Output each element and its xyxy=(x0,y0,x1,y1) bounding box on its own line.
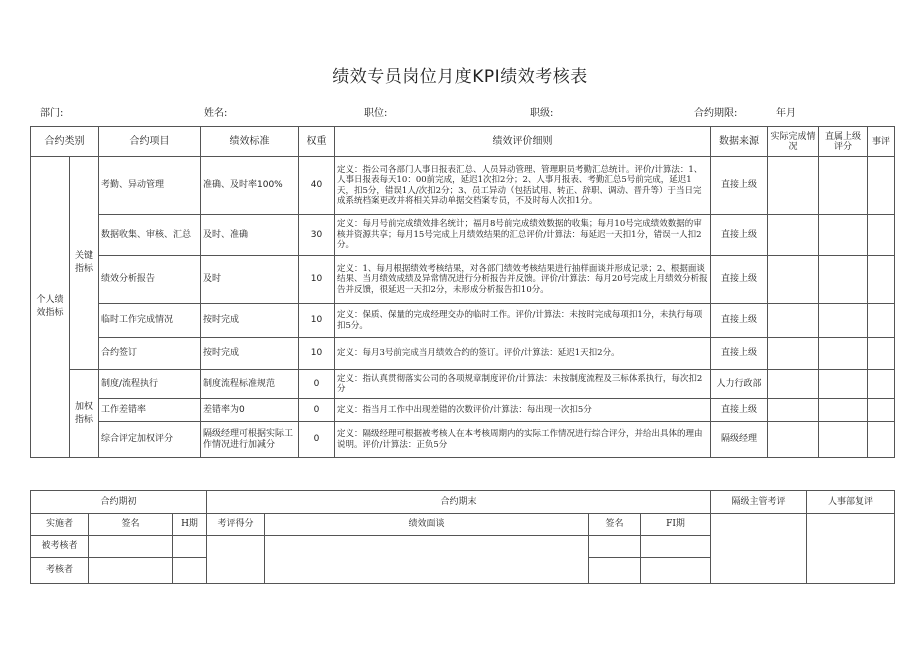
sign-start-header: 合约期初 xyxy=(31,491,207,514)
row-weight: 10 xyxy=(299,338,335,370)
period-value: 年月 xyxy=(776,108,796,119)
row-source: 隔级经理 xyxy=(711,422,768,458)
row-item: 临时工作完成情况 xyxy=(99,304,201,338)
row-source: 直接上级 xyxy=(711,399,768,422)
assessor-date-cell[interactable] xyxy=(173,558,207,584)
row-detail: 定义：指当月工作中出现差错的次数评价/计算法：每出现一次扣5分 xyxy=(335,399,711,422)
assessee-label: 被考核者 xyxy=(31,536,89,558)
row-source: 直接上级 xyxy=(711,338,768,370)
row-detail: 定义：指公司各部门人事日报表汇总、人员异动管理、管理职员考勤汇总统计。评价/计算法：1、人事日报表每天10：00前完成，延迟1次扣2分；2、人事月报表、考勤汇总5号前完成，延迟1天，扣5分，错误1人/次扣2分；3、员工异动（包括试用、转正、辞职、调动、晋升等）于当日完成系统档案更改并将相关异动单据交档案专员，不及时每人次扣1分。 xyxy=(335,157,711,215)
row-weight: 10 xyxy=(299,304,335,338)
row-source: 直接上级 xyxy=(711,304,768,338)
row-superior-cell[interactable] xyxy=(819,370,868,399)
header-standard: 绩效标准 xyxy=(201,127,299,157)
end-date-cell-1[interactable] xyxy=(641,536,711,558)
row-superior-cell[interactable] xyxy=(819,304,868,338)
group-key: 关键指标 xyxy=(70,157,99,370)
row-hr-cell[interactable] xyxy=(868,215,895,256)
signature-label-end: 签名 xyxy=(589,514,641,536)
row-standard: 及时 xyxy=(201,256,299,304)
date-start-label: H期 xyxy=(173,514,207,536)
row-actual-cell[interactable] xyxy=(768,338,819,370)
header-category: 合约类别 xyxy=(31,127,99,157)
eval-score-label: 考评得分 xyxy=(207,514,265,536)
row-weight: 0 xyxy=(299,399,335,422)
table-row xyxy=(31,215,895,256)
row-detail: 定义：每月号前完成绩效排名统计；福月8号前完成绩效数据的收集；每月10号完成绩效数据的审核并资源共享；每月15号完成上月绩效结果的汇总评价/计算法：每延迟一天扣1分，错误一人扣2分。 xyxy=(335,215,711,256)
row-standard: 准确、及时率100% xyxy=(201,157,299,215)
row-standard: 隔级经理可根据实际工作情况进行加减分 xyxy=(201,422,299,458)
row-item: 工作差错率 xyxy=(99,399,201,422)
row-item: 数据收集、审核、汇总 xyxy=(99,215,201,256)
table-row xyxy=(31,256,895,304)
date-end-label: FI期 xyxy=(641,514,711,536)
header-detail: 绩效评价细则 xyxy=(335,127,711,157)
period-label: 合约期限: xyxy=(694,108,738,119)
position-label: 职位: xyxy=(364,108,388,119)
row-superior-cell[interactable] xyxy=(819,399,868,422)
row-hr-cell[interactable] xyxy=(868,370,895,399)
row-standard: 及时、准确 xyxy=(201,215,299,256)
row-hr-cell[interactable] xyxy=(868,338,895,370)
row-weight: 0 xyxy=(299,422,335,458)
interview-cell[interactable] xyxy=(265,536,589,584)
end-signature-cell-2[interactable] xyxy=(589,558,641,584)
table-row xyxy=(31,157,895,215)
row-detail: 定义：每月3号前完成当月绩效合约的签订。评价/计算法：延迟1天扣2分。 xyxy=(335,338,711,370)
end-signature-cell-1[interactable] xyxy=(589,536,641,558)
row-item: 考勤、异动管理 xyxy=(99,157,201,215)
group-bonus: 加权指标 xyxy=(70,370,99,458)
row-hr-cell[interactable] xyxy=(868,157,895,215)
row-standard: 按时完成 xyxy=(201,304,299,338)
sign-end-header: 合约期末 xyxy=(207,491,711,514)
row-actual-cell[interactable] xyxy=(768,304,819,338)
assessee-signature-cell[interactable] xyxy=(89,536,173,558)
row-superior-cell[interactable] xyxy=(819,215,868,256)
row-hr-cell[interactable] xyxy=(868,256,895,304)
name-label: 姓名: xyxy=(204,108,228,119)
category-main: 个人绩效指标 xyxy=(31,157,70,458)
row-weight: 40 xyxy=(299,157,335,215)
row-superior-cell[interactable] xyxy=(819,157,868,215)
signature-label: 签名 xyxy=(89,514,173,536)
implementer-label: 实施者 xyxy=(31,514,89,536)
row-weight: 10 xyxy=(299,256,335,304)
row-superior-cell[interactable] xyxy=(819,256,868,304)
manager-eval-header: 隔级主管考评 xyxy=(711,491,807,514)
row-source: 人力行政部 xyxy=(711,370,768,399)
row-standard: 按时完成 xyxy=(201,338,299,370)
row-superior-cell[interactable] xyxy=(819,338,868,370)
row-actual-cell[interactable] xyxy=(768,157,819,215)
row-source: 直接上级 xyxy=(711,256,768,304)
header-source: 数据来源 xyxy=(711,127,768,157)
row-detail: 定义：指认真贯彻落实公司的各项规章制度评价/计算法：未按制度流程及三标体系执行，每次扣2分 xyxy=(335,370,711,399)
row-hr-cell[interactable] xyxy=(868,399,895,422)
header-actual: 实际完成情况 xyxy=(768,127,819,157)
kpi-table xyxy=(30,126,895,458)
row-actual-cell[interactable] xyxy=(768,399,819,422)
page-title: 绩效专员岗位月度KPI绩效考核表 xyxy=(332,67,588,87)
row-detail: 定义：保质、保量的完成经理交办的临时工作。评价/计算法：未按时完成每项扣1分，未执行每项扣5分。 xyxy=(335,304,711,338)
table-row xyxy=(31,422,895,458)
row-standard: 制度流程标准规范 xyxy=(201,370,299,399)
interview-label: 绩效面谈 xyxy=(265,514,589,536)
row-actual-cell[interactable] xyxy=(768,256,819,304)
row-detail: 定义：隔级经理可根据被考核人在本考核周期内的实际工作情况进行综合评分，并给出具体的理由说明。评价/计算法：正负5分 xyxy=(335,422,711,458)
row-item: 制度/流程执行 xyxy=(99,370,201,399)
level-label: 职级: xyxy=(530,108,554,119)
header-superior: 直属上级评分 xyxy=(819,127,868,157)
assessor-label: 考核者 xyxy=(31,558,89,584)
row-detail: 定义：1、每月根据绩效考核结果，对各部门绩效考核结果进行抽样面谈并形成记录；2、根据面谈结果、当月绩效成绩及异常情况进行分析报告并反馈。评价/计算法：每月20号完成上月绩效分析报告并反馈，很延迟一天扣2分，未形成分析报告扣10分。 xyxy=(335,256,711,304)
row-weight: 0 xyxy=(299,370,335,399)
row-item: 综合评定加权评分 xyxy=(99,422,201,458)
row-standard: 差错率为0 xyxy=(201,399,299,422)
header-item: 合约项目 xyxy=(99,127,201,157)
row-hr-cell[interactable] xyxy=(868,304,895,338)
assessee-date-cell[interactable] xyxy=(173,536,207,558)
row-hr-cell[interactable] xyxy=(868,422,895,458)
row-actual-cell[interactable] xyxy=(768,370,819,399)
table-row xyxy=(31,338,895,370)
row-actual-cell[interactable] xyxy=(768,215,819,256)
row-actual-cell[interactable] xyxy=(768,422,819,458)
end-date-cell-2[interactable] xyxy=(641,558,711,584)
signature-table xyxy=(30,490,895,584)
table-row xyxy=(31,399,895,422)
assessor-signature-cell[interactable] xyxy=(89,558,173,584)
row-source: 直接上级 xyxy=(711,157,768,215)
eval-score-cell[interactable] xyxy=(207,536,265,584)
table-row xyxy=(31,304,895,338)
hr-review-header: 人事部复评 xyxy=(807,491,895,514)
row-superior-cell[interactable] xyxy=(819,422,868,458)
row-source: 直接上级 xyxy=(711,215,768,256)
dept-label: 部门: xyxy=(40,108,64,119)
row-item: 绩效分析报告 xyxy=(99,256,201,304)
header-hr: 事评 xyxy=(868,127,895,157)
row-weight: 30 xyxy=(299,215,335,256)
row-item: 合约签订 xyxy=(99,338,201,370)
table-row xyxy=(31,370,895,399)
manager-eval-cell[interactable] xyxy=(711,514,807,584)
header-weight: 权重 xyxy=(299,127,335,157)
hr-review-cell[interactable] xyxy=(807,514,895,584)
